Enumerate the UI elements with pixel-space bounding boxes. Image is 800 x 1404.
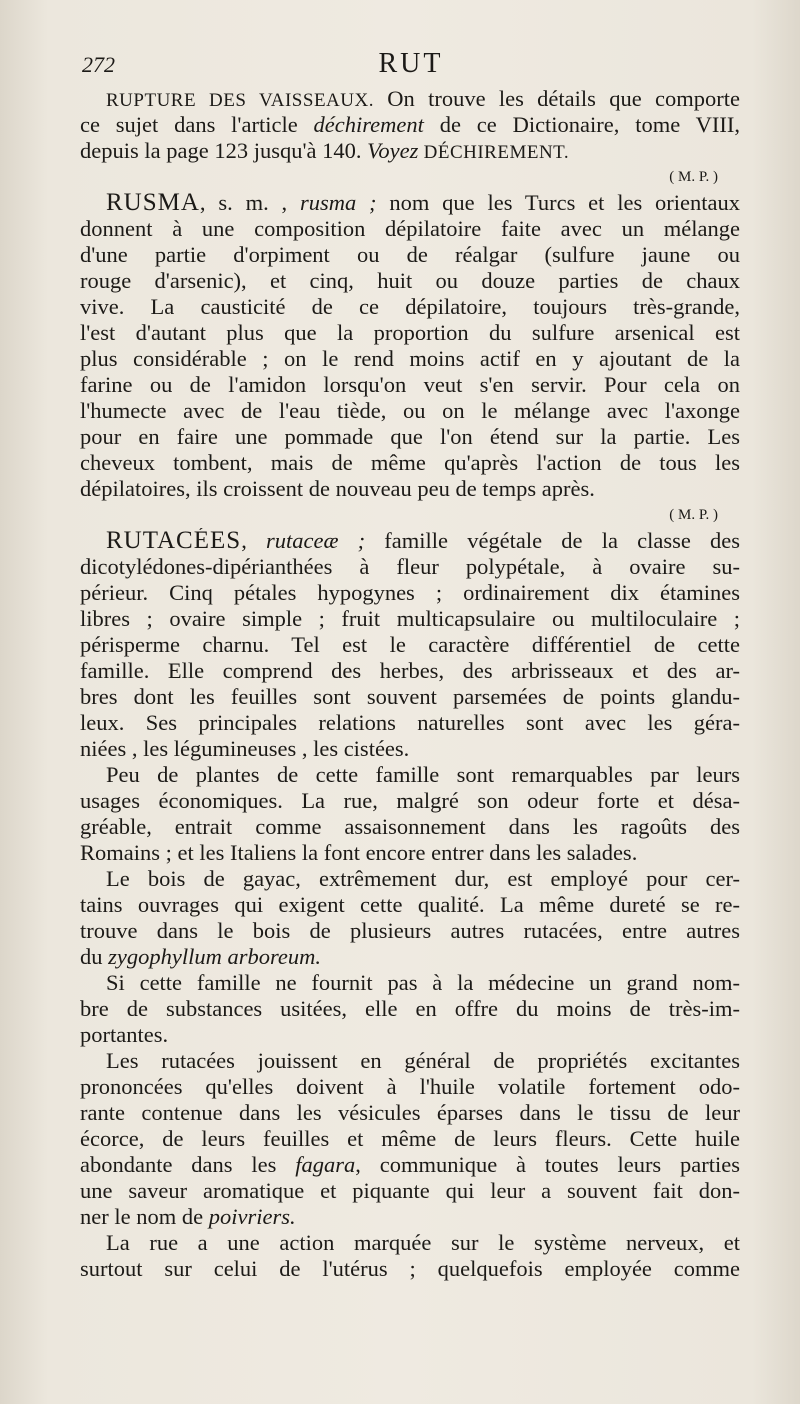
text-line xyxy=(80,138,740,164)
text-line xyxy=(80,944,740,970)
text-fragment: famille végétale de la classe des xyxy=(365,528,740,553)
rupture-term: RUPTURE DES VAISSEAUX. xyxy=(106,90,374,111)
text-line xyxy=(80,86,740,112)
page-number: 272 xyxy=(82,52,115,77)
text-fragment: , communique à toutes leurs parties xyxy=(355,1152,740,1177)
text-line: vive. La causticité de ce dépilatoire, toujours très-grande, xyxy=(80,294,740,319)
text-line: surtout sur celui de l'utérus ; quelquefois employée comme xyxy=(80,1256,740,1281)
author-signature: ( M. P. ) xyxy=(669,169,718,185)
page-header xyxy=(82,48,740,88)
body-text xyxy=(80,86,740,1282)
text-line: Romains ; et les Italiens la font encore entrer dans les salades. xyxy=(80,840,638,865)
text-line: l'est d'autant plus que la proportion du sulfure arsenical est xyxy=(80,320,740,345)
latin-term: zygophyllum arboreum. xyxy=(108,944,322,969)
text-fragment: , xyxy=(241,528,266,553)
text-line: bre de substances usitées, elle en offre du moins de très-im- xyxy=(80,996,740,1021)
text-line: trouve dans le bois de plusieurs autres rutacées, entre autres xyxy=(80,918,740,943)
text-line: gréable, entrait comme assaisonnement dans les ragoûts des xyxy=(80,814,740,839)
text-line: usages économiques. La rue, malgré son odeur forte et désa- xyxy=(80,788,740,813)
headword-rutacees: RUTACÉES xyxy=(106,528,242,554)
text-line: écorce, de leurs feuilles et même de leurs fleurs. Cette huile xyxy=(80,1126,740,1151)
text-fragment: ner le nom de xyxy=(80,1204,209,1229)
text-line: Si cette famille ne fournit pas à la médecine un grand nom- xyxy=(106,970,740,995)
text-line: dépilatoires, ils croissent de nouveau peu de temps après. xyxy=(80,476,595,501)
text-line: libres ; ovaire simple ; fruit multicapsulaire ou multiloculaire ; xyxy=(80,606,740,631)
italic-term: Voyez xyxy=(367,138,419,163)
author-signature: ( M. P. ) xyxy=(669,507,718,523)
text-fragment: depuis la page 123 jusqu'à 140. xyxy=(80,138,368,163)
text-line: cheveux tombent, mais de même qu'après l'action de tous les xyxy=(80,450,740,475)
text-line xyxy=(80,1204,740,1230)
text-line: une saveur aromatique et piquante qui leur a souvent fait don- xyxy=(80,1178,740,1203)
text-line: d'une partie d'orpiment ou de réalgar (sulfure jaune ou xyxy=(80,242,740,267)
text-line: tains ouvrages qui exigent cette qualité. La même dureté se re- xyxy=(80,892,740,917)
latin-term: fagara xyxy=(295,1152,356,1177)
text-line xyxy=(80,112,740,138)
text-fragment: nom que les Turcs et les orientaux xyxy=(376,190,740,215)
text-line: Les rutacées jouissent en général de propriétés excitantes xyxy=(106,1048,740,1073)
text-line: prononcées qu'elles doivent à l'huile volatile fortement odo- xyxy=(80,1074,740,1099)
text-line: La rue a une action marquée sur le système nerveux, et xyxy=(106,1230,740,1255)
text-line: plus considérable ; on le rend moins actif en y ajoutant de la xyxy=(80,346,740,371)
text-line xyxy=(80,1152,740,1178)
text-fragment: du xyxy=(80,944,109,969)
latin-term: rusma ; xyxy=(299,190,377,215)
text-line: bres dont les feuilles sont souvent parsemées de points glandu- xyxy=(80,684,740,709)
latin-term: rutaceæ ; xyxy=(265,528,366,553)
text-line: rante contenue dans les vésicules éparses dans le tissu de leur xyxy=(80,1100,740,1125)
text-line: famille. Elle comprend des herbes, des arbrisseaux et des ar- xyxy=(80,658,740,683)
running-head: RUT xyxy=(378,48,444,79)
text-line: leux. Ses principales relations naturelles sont avec les géra- xyxy=(80,710,740,735)
text-line: l'humecte avec de l'eau tiède, ou on le mélange avec l'axonge xyxy=(80,398,740,423)
cross-reference: DÉCHIREMENT. xyxy=(418,142,570,163)
headword-rusma: RUSMA xyxy=(106,190,200,216)
text-line: farine ou de l'amidon lorsqu'on veut s'en servir. Pour cela on xyxy=(80,372,740,397)
text-fragment: On trouve les détails que comporte xyxy=(373,86,740,111)
text-line: Peu de plantes de cette famille sont remarquables par leurs xyxy=(106,762,740,787)
text-fragment: abondante dans les xyxy=(80,1152,296,1177)
italic-term: poivriers. xyxy=(208,1204,296,1229)
italic-term: déchirement xyxy=(313,112,424,137)
grammar-note: , s. m. , xyxy=(199,190,300,215)
text-fragment: de ce Dictionaire, tome VIII, xyxy=(423,112,740,137)
text-line xyxy=(80,190,740,216)
text-line: portantes. xyxy=(80,1022,169,1047)
text-fragment: ce sujet dans l'article xyxy=(80,112,314,137)
text-line: périsperme charnu. Tel est le caractère différentiel de cette xyxy=(80,632,740,657)
text-line: Le bois de gayac, extrêmement dur, est employé pour cer- xyxy=(106,866,740,891)
text-line: rouge d'arsenic), et cinq, huit ou douze parties de chaux xyxy=(80,268,740,293)
text-line: niées , les légumineuses , les cistées. xyxy=(80,736,410,761)
text-line: périeur. Cinq pétales hypogynes ; ordinairement dix étamines xyxy=(80,580,740,605)
text-line: dicotylédones-dipérianthées à fleur polypétale, à ovaire su- xyxy=(80,554,740,579)
text-line: donnent à une composition dépilatoire faite avec un mélange xyxy=(80,216,740,241)
text-line xyxy=(80,528,740,554)
text-line: pour en faire une pommade que l'on étend sur la partie. Les xyxy=(80,424,740,449)
